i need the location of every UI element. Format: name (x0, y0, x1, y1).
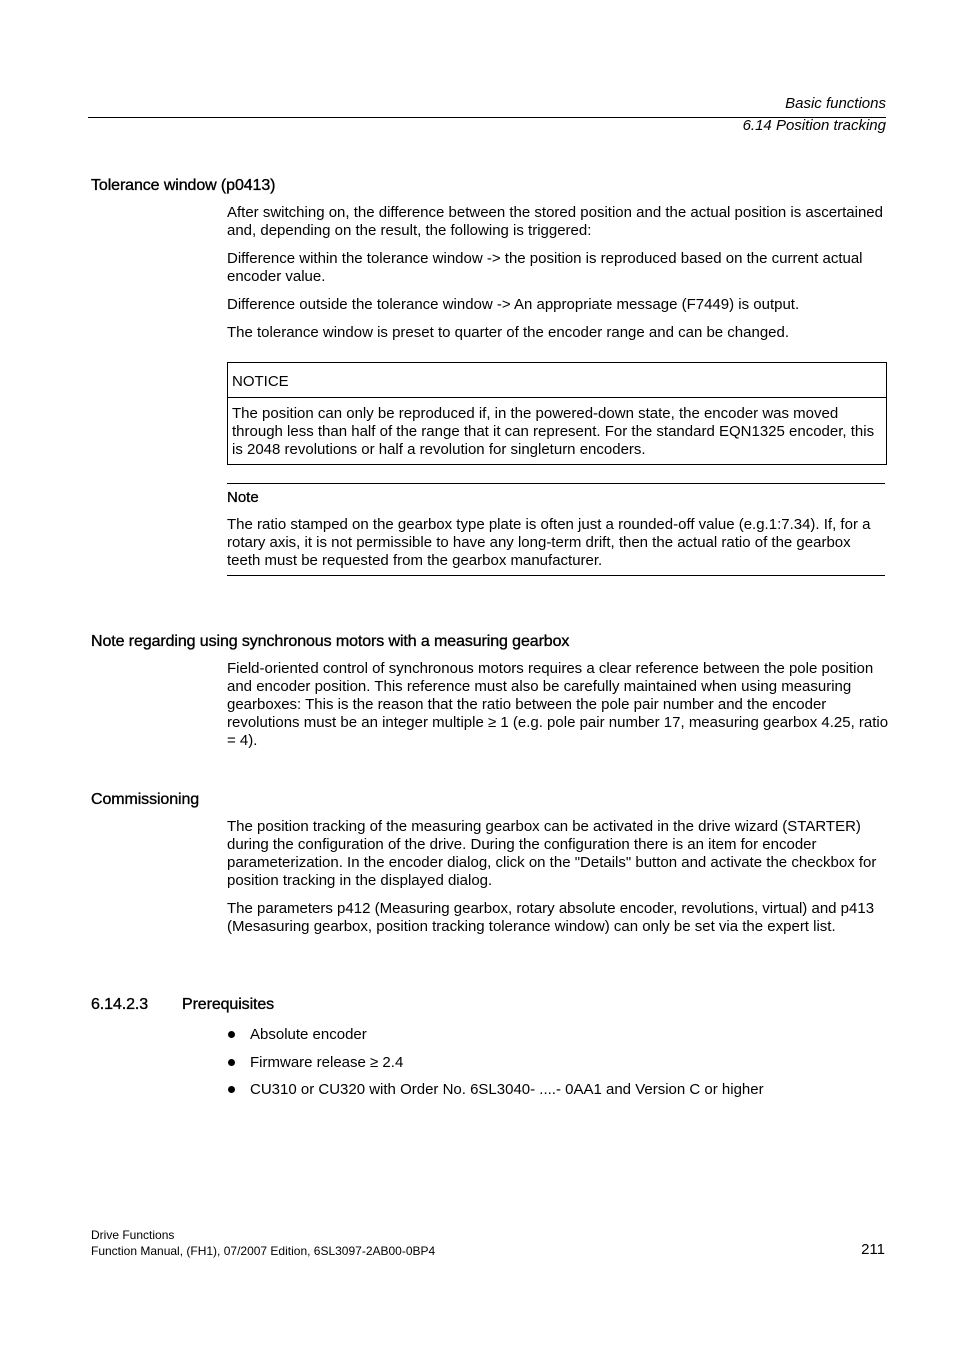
note-label: Note (227, 489, 259, 506)
page-number: 211 (861, 1241, 885, 1258)
tolerance-heading: Tolerance window (p0413) (91, 177, 276, 194)
tolerance-paragraph-3: Difference outside the tolerance window -> An appropriate message (F7449) is output. (227, 296, 800, 313)
prerequisites-heading: Prerequisites (182, 996, 275, 1013)
notice-box (227, 362, 887, 465)
bullet-icon (228, 1059, 235, 1066)
tolerance-paragraph-2: Difference within the tolerance window -> the position is reproduced based on the current actual encoder value. (227, 250, 863, 285)
bullet-icon (228, 1031, 235, 1038)
commissioning-heading: Commissioning (91, 791, 200, 808)
note-bottom-rule (227, 575, 885, 576)
footer-edition: Function Manual, (FH1), 07/2007 Edition, 6SL3097-2AB00-0BP4 (91, 1244, 436, 1258)
prerequisites-number: 6.14.2.3 (91, 996, 149, 1013)
tolerance-paragraph-4: The tolerance window is preset to quarter of the encoder range and can be changed. (227, 324, 790, 341)
list-item-text: Firmware release ≥ 2.4 (250, 1054, 404, 1071)
footer-title: Drive Functions (91, 1228, 175, 1242)
note-body: The ratio stamped on the gearbox type plate is often just a rounded-off value (e.g.1:7.34). If, for a rotary axis, it is not permissible to have any long-term drift, then the actual ratio of the gearbox teeth must be requested from the gearbox manufacturer. (227, 516, 871, 569)
notice-divider (228, 397, 886, 398)
header-chapter: Basic functions (785, 95, 886, 112)
commissioning-paragraph-1: The position tracking of the measuring gearbox can be activated in the drive wizard (STARTER) during the configuration of the drive. During the configuration there is an item for encoder parameterization. In the encoder dialog, click on the "Details" button and activate the checkbox for position tracking in the displayed dialog. (227, 818, 877, 889)
notice-body: The position can only be reproduced if, in the powered-down state, the encoder was moved through less than half of the range that it can represent. For the standard EQN1325 encoder, this is 2048 revolutions or half a revolution for singleturn encoders. (232, 405, 875, 458)
commissioning-paragraph-2: The parameters p412 (Measuring gearbox, rotary absolute encoder, revolutions, virtual) and p413 (Mesasuring gearbox, position tracking tolerance window) can only be set via the expert list. (227, 900, 875, 935)
list-item-text: CU310 or CU320 with Order No. 6SL3040- ....- 0AA1 and Version C or higher (250, 1081, 764, 1098)
tolerance-paragraph-1: After switching on, the difference between the stored position and the actual position is ascertained and, depending on the result, the following is triggered: (227, 204, 883, 239)
synchronous-heading: Note regarding using synchronous motors with a measuring gearbox (91, 633, 570, 650)
note-top-rule (227, 483, 885, 484)
notice-label: NOTICE (232, 373, 289, 390)
synchronous-paragraph: Field-oriented control of synchronous motors requires a clear reference between the pole position and encoder position. This reference must also be carefully maintained when using measuring gearboxes: This is the reason that the ratio between the pole pair number and the encoder revolutions must be an integer multiple ≥ 1 (e.g. pole pair number 17, measuring gearbox 4.25, ratio = 4). (227, 660, 889, 749)
list-item-text: Absolute encoder (250, 1026, 367, 1043)
bullet-icon (228, 1086, 235, 1093)
header-section: 6.14 Position tracking (742, 117, 886, 134)
